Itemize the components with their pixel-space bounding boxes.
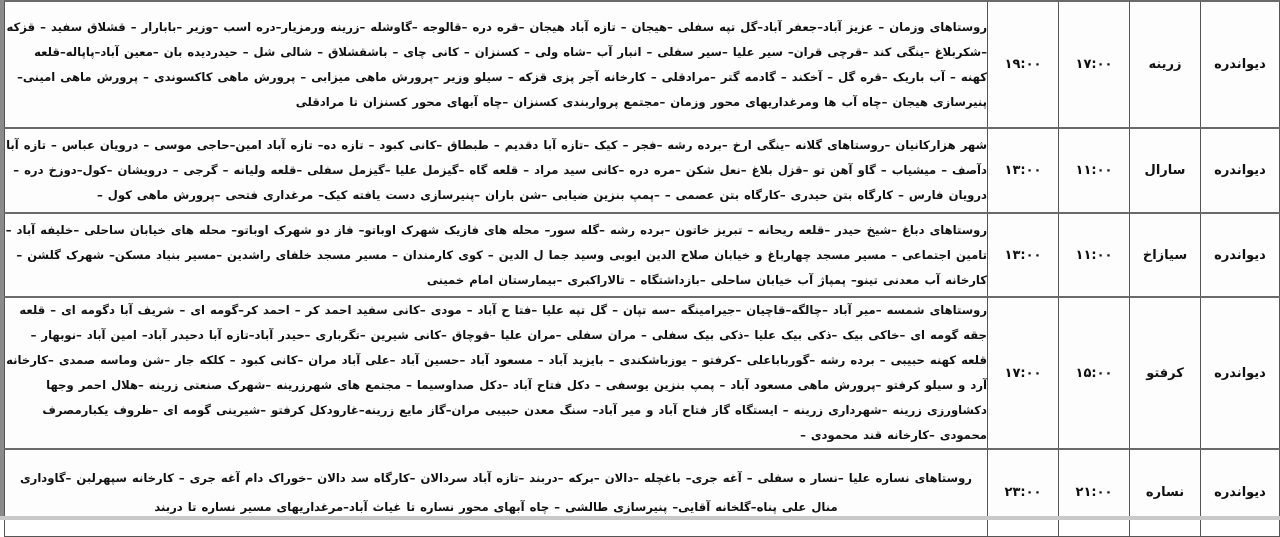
affected-areas-cell: روستاهای وزمان – عزیز آباد–جعفر آباد–گل تپه سفلی –هیجان – تازه آباد هیجان –قره دره –قالوجه –گاوشله –زرینه ورمزیار–دره اسب –وزیر –بابارار – قشلاق سفید – قزکه –شکربلاغ –ینگی کند –قرچی قران– سیر علیا –سیر سفلی – انبار آب –شاه ولی – کسنزان – کانی چای – باشقشلاق – شالی شل – حیدردیده بان –معین آباد–پاپاله–قلعه کهنه – آب باریک –قره گل – آخکند – گادمه گتر –مرادقلی – کارخانه آجر پزی قزکه – سیلو وزیر –پرورش ماهی میزابی – پرورش ماهی کاکسوندی – پرورش ماهی امینی– پنیرسازی هیجان –چاه آب ها ومرغداریهای محور وزمان –مجتمع پرواربندی کسنزان –چاه آبهای محور کسنزان تا مرادقلی (5, 1, 988, 128)
end-time-cell: ۱۳:۰۰ (988, 213, 1059, 297)
city-cell: دیواندره (1201, 1, 1280, 128)
start-time-cell: ۲۱:۰۰ (1059, 449, 1130, 536)
feeder-cell: سارال (1130, 128, 1201, 213)
table-row (5, 449, 1280, 536)
table-row (5, 128, 1280, 213)
start-time-cell: ۱۱:۰۰ (1059, 213, 1130, 297)
end-time-cell: ۲۳:۰۰ (988, 449, 1059, 536)
affected-areas-cell: شهر هزارکانیان –روستاهای گلانه –ینگی ارخ –برده رشه –فجر – کیک –تازه آبا دقدیم – طبطاق –کانی کبود – تازه ده– تازه آباد امین–حاجی موسی – درویان عباس – تازه آبا دآصف – میشیاب – گاو آهن تو –قزل بلاغ –نعل شکن –مره دره –کانی سید مراد – قلعه گاه –گیزمل علیا –گیزمل سفلی –قلعه ولیانه – گرجی – درویشان –کول–دوزخ دره – درویان فارس – کارگاه بتن حیدری –کارگاه بتن عصمی – –پمپ بنزین ضیابی –شن باران –پنیرسازی دست یافته کیک– مرغداری فتحی –پرورش ماهی کول – (5, 128, 988, 213)
feeder-cell: کرفتو (1130, 297, 1201, 449)
city-cell: دیواندره (1201, 449, 1280, 536)
end-time-cell: ۱۳:۰۰ (988, 128, 1059, 213)
city-cell: دیواندره (1201, 128, 1280, 213)
table-row (5, 1, 1280, 128)
affected-areas-cell: روستاهای شمسه –میر آباد –چالگه–قاچیان –جیرامینگه –سه تپان – گل تپه علیا –فتا ح آباد – مودی –کانی سفید احمد کر – احمد کر–گومه ای – شریف آبا دگومه ای – قلعه جقه گومه ای –خاکی بیک –ذکی بیک علیا –ذکی بیک سفلی – مران سفلی –مران علیا –قوچاق –کانی شیرین –تگرباری –حیدر آباد–تازه آبا دحیدر آباد– امین آباد –نوبهار – قلعه کهنه حبیبی – برده رشه –گورباباعلی –کرفتو – یوزباشکندی – بایزید آباد – مسعود آباد –حسین آباد –علی آباد مران –کانی کبود – کلکه جار –شن وماسه صمدی –کارخانه آرد و سیلو کرفتو –پرورش ماهی مسعود آباد – پمپ بنزین یوسفی – دکل فتاح آباد –دکل صداوسیما – مجتمع های شهرزرینه –شهرک صنعتی زرینه –هلال احمر وجها دکشاورزی زرینه –شهرداری زرینه – ایستگاه گاز فتاح آباد و میر آباد– سنگ معدن حبیبی مران–گاز مایع زرینه–غارودکل کرفتو –شیرینی گومه ای –ظروف یکبارمصرف محمودی –کارخانه قند محمودی – (5, 297, 988, 449)
city-cell: دیواندره (1201, 297, 1280, 449)
end-time-cell: ۱۹:۰۰ (988, 1, 1059, 128)
feeder-cell: نساره (1130, 449, 1201, 536)
table-row (5, 297, 1280, 449)
start-time-cell: ۱۷:۰۰ (1059, 1, 1130, 128)
feeder-cell: زرینه (1130, 1, 1201, 128)
end-time-cell: ۱۷:۰۰ (988, 297, 1059, 449)
bottom-border (0, 516, 1280, 520)
city-cell: دیواندره (1201, 213, 1280, 297)
affected-areas-cell: روستاهای نساره علیا –نسار ه سفلی – آغه جری– باغچله –دالان –برکه –دربند –تازه آباد سردالان –کارگاه سد دالان –خوراک دام آغه جری – کارخانه سپهرلبن –گاوداری منال علی پناه–گلخانه آقایی– پنیرسازی طالشی – چاه آبهای محور نساره تا غیاث آباد–مرغداریهای مسیر نساره تا دربند (5, 449, 988, 536)
outage-schedule-table (4, 0, 1280, 537)
affected-areas-cell: روستاهای دباغ –شیخ حیدر –قلعه ریحانه – تبریز خاتون –برده رشه –گله سور– محله های فازیک شهرک اوباتو– فاز دو شهرک اوباتو– محله های خیابان ساحلی –خلیفه آباد –تامین اجتماعی – مسیر مسجد چهارباغ و خیابان صلاح الدین ایوبی وسید جما ل الدین – کوی کارمندان – مسیر مسجد خلفای راشدین –مسیر بنیاد مسکن– شهرک گلشن –کارخانه آب معدنی تینو– پمپاژ آب خیابان ساحلی –بازداشتگاه – تالاراکبری –بیمارستان امام خمینی (5, 213, 988, 297)
start-time-cell: ۱۵:۰۰ (1059, 297, 1130, 449)
start-time-cell: ۱۱:۰۰ (1059, 128, 1130, 213)
feeder-cell: سیازاخ (1130, 213, 1201, 297)
table-row (5, 213, 1280, 297)
